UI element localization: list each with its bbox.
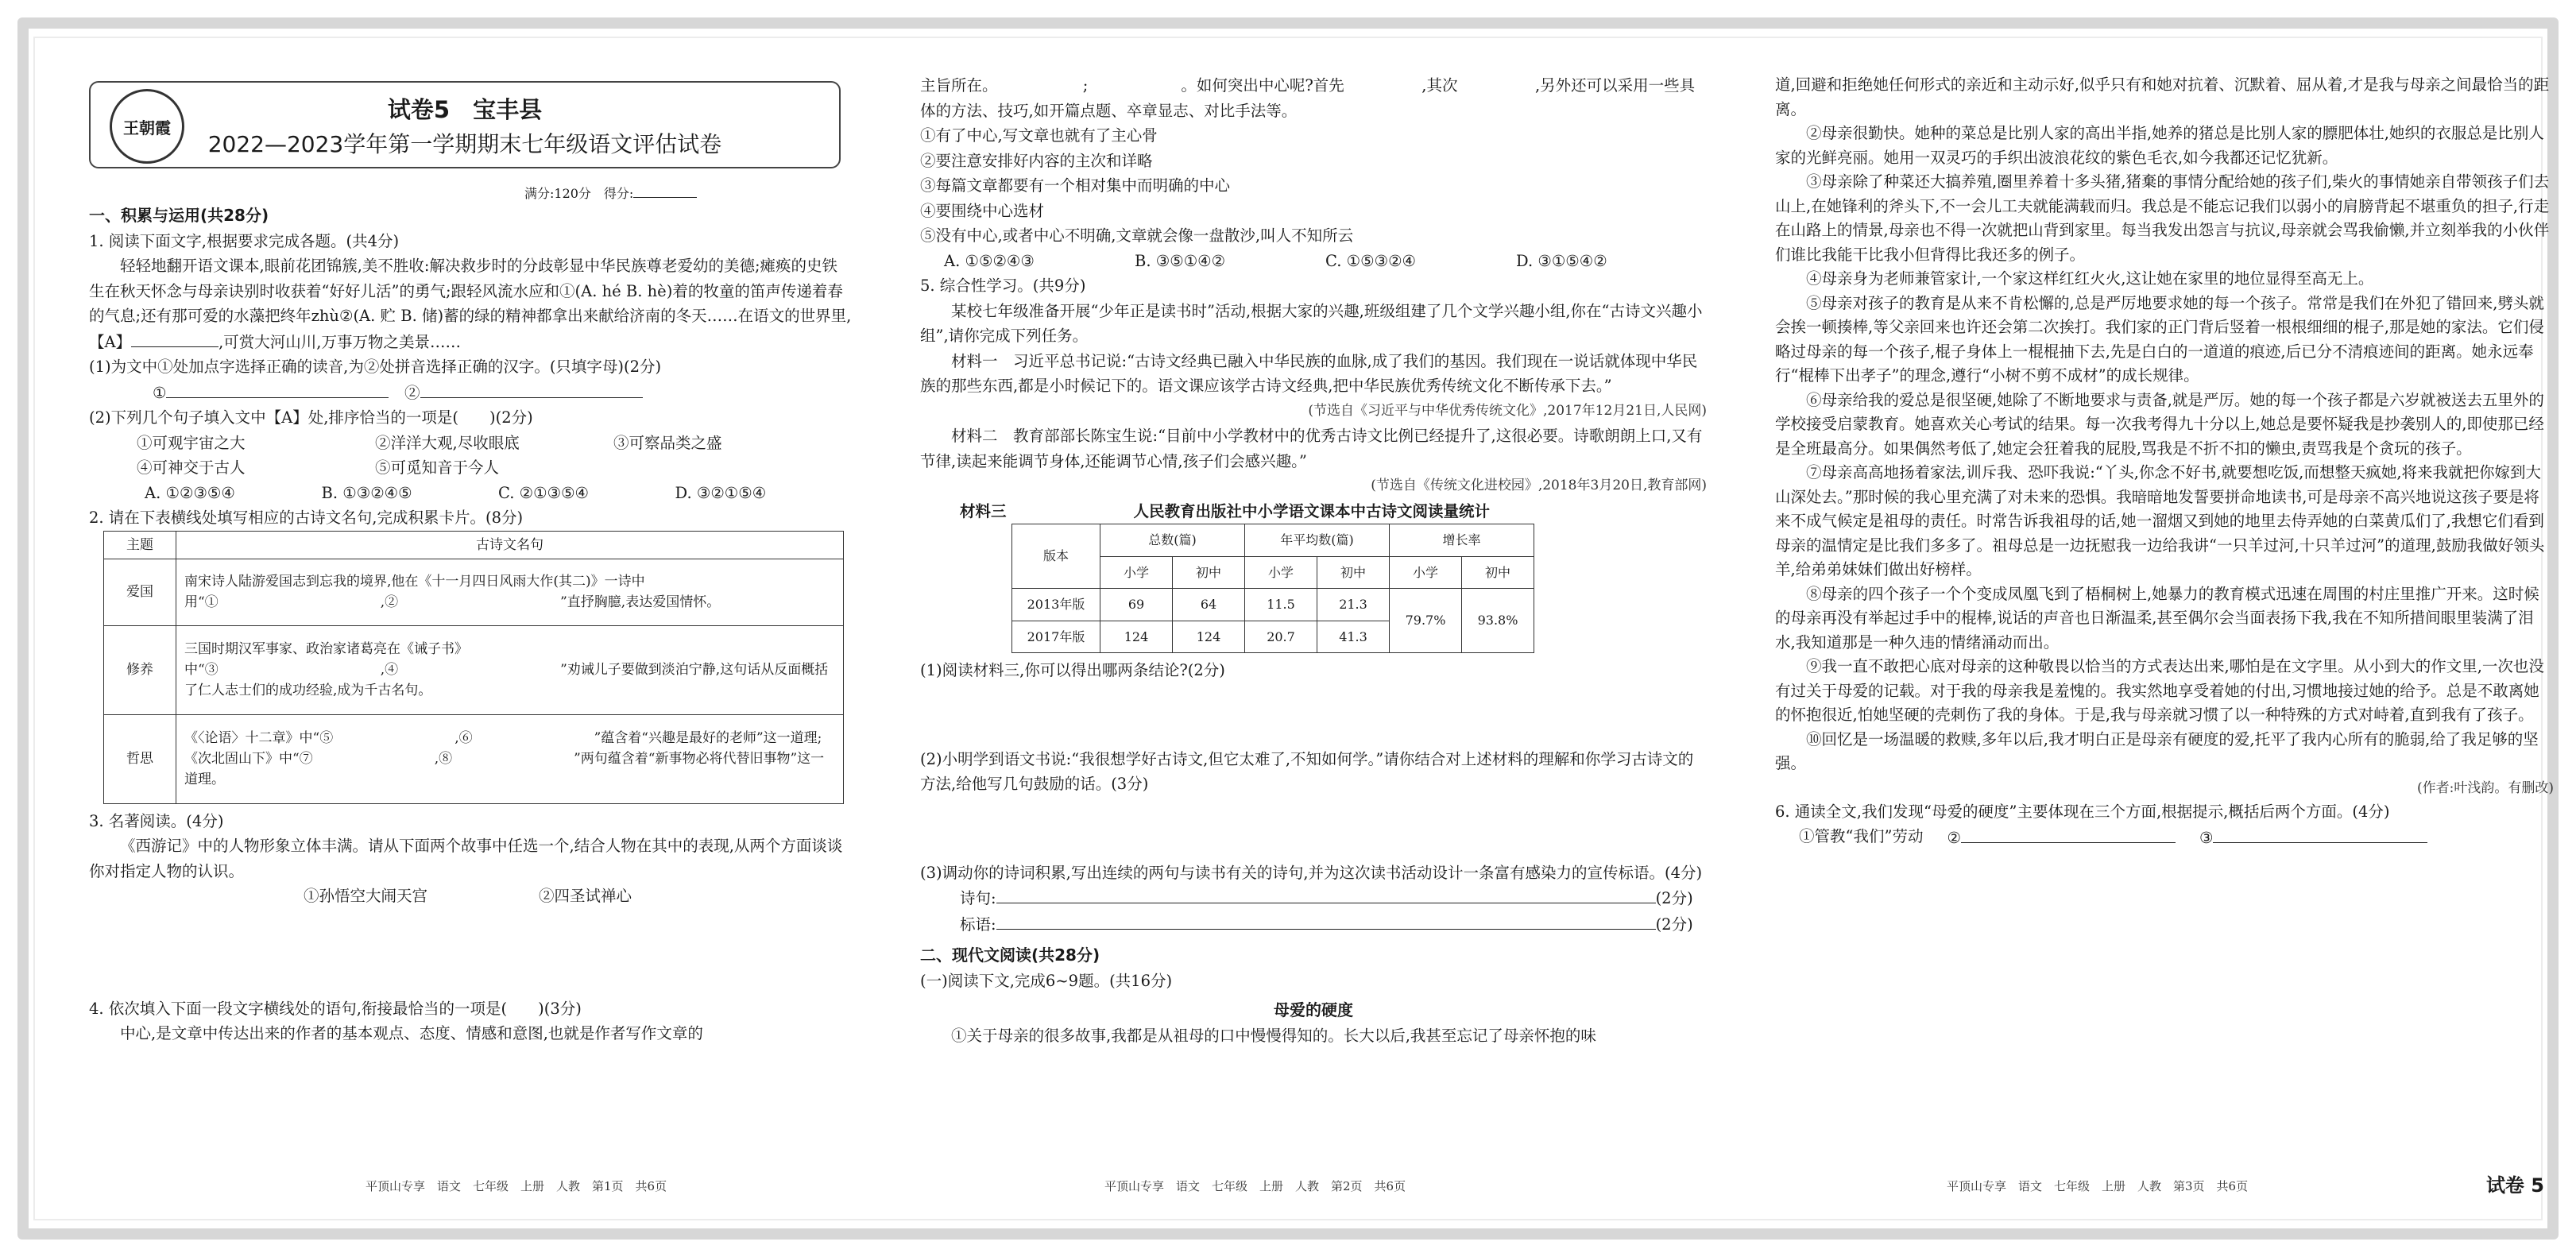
story-options: ①孙悟空大闹天宫 ②四圣试禅心 [304, 887, 632, 905]
question-1: 1. 阅读下面文字,根据要求完成各题。(共4分) [89, 231, 400, 250]
stat-table: 版本 总数(篇) 年平均数(篇) 增长率 小学 初中 小学 初中 小学 初中 2013年版 69 64 11.5 21.3 79.7% 93.8% 2017年版 124 124 20.7 41.3 [1011, 524, 1534, 653]
question-6: 6. 通读全文,我们发现“母爱的硬度”主要体现在三个方面,根据提示,概括后两个方面。(4分) [1775, 803, 2390, 821]
slogan-answer-line: 标语: (2分) [920, 911, 1707, 938]
question-4: 4. 依次填入下面一段文字横线处的语句,衔接最恰当的一项是( )(3分) [89, 999, 582, 1018]
page-footer: 平顶山专享 语文 七年级 上册 人教 第3页 共6页 [1947, 1179, 2249, 1193]
sub-question: (2)小明学到语文书说:“我很想学好古诗文,但它太难了,不知如何学。”请你结合对上述材料的理解和你学习古诗文的方法,给他写几句鼓励的话。(3分) [920, 749, 1694, 793]
question-3-text: 《西游记》中的人物形象立体丰满。请从下面两个故事中任选一个,结合人物在其中的表现,从两个方面谈谈你对指定人物的认识。 [89, 837, 843, 880]
author-note: (作者:叶浅韵。有删改) [2417, 779, 2554, 796]
exam-header [89, 81, 841, 168]
section-heading: 二、现代文阅读(共28分) [920, 946, 1100, 965]
sub-question: (1)为文中①处加点字选择正确的读音,为②处拼音选择正确的汉字。(只填字母)(2分) [89, 358, 662, 376]
page-1 [89, 203, 852, 1046]
question-5: 5. 综合性学习。(共9分) [920, 277, 1086, 295]
question-4-text: 中心,是文章中传达出来的作者的基本观点、态度、情感和意图,也就是作者写作文章的 [120, 1024, 703, 1042]
page-2: 主旨所在。 ; 。如何突出中心呢?首先 ,其次 ,另外还可以采用一些具体的方法、技巧,如开篇点题、卒章显志、对比手法等。 ①有了中心,写文章也就有了主心骨 ②要注意安排好内容的主次和详略 ③每篇文章都要有一个相对集中而明确的中心 ④要围绕中心选材 ⑤没有中心,或者中心不明确,文章就会像一盘散沙,叫人不知所云 A. ①⑤②④③ B. ③⑤①④② C. ①⑤③②④ D. ③①⑤④② 5. 综合性学习。(共9分) 某校七年级准备开展“少年正是读书时”活动,根据大家的兴趣,班级组建了几个文学兴趣小组,你在“古诗文兴趣小组”,请你完成下列任务。 材料一 习近平总书记说:“古诗文经典已融入中华民族的血脉,成了我们的基因。我们现在一说话就体现中华民族的那些东西,都是小时候记下的。语文课应该学古诗文经典,把中华民族优秀传统文化不断传承下去。” (节选自《习近平与中华优秀传统文化》,2017年12月21日,人民网) 材料二 教育部部长陈宝生说:“目前中小学教材中的优秀古诗文比例已经提升了,这很必要。诗歌朗朗上口,又有节律,读起来能调节身体,还能调节心情,孩子们会感兴趣。” (节选自《传统文化进校园》,2018年3月20日,教育部网) 材料三 人民教育出版社中小学语文课本中古诗文阅读量统计 版本 总数(篇) 年平均数(篇) 增长率 小学 初中 小学 初中 小学 初中 2013年版 69 64 11.5 21.3 79.7% 93.8% 2017年版 124 124 20.7 41.3 (1)阅读材料三,你可以得出哪两条结论?(2分) (2)小明学到语文书说:“我很想学好古诗文,但它太难了,不知如何学。”请你结合对上述材料的理解和你学习古诗文的方法,给他写几句鼓励的话。(3分) (3)调动你的诗词积累,写出连续的两句与读书有关的诗句,并为这次读书活动设计一条富有感染力的宣传标语。(4分) 诗句: (2分) 标语: (2分) 二、现代文阅读(共28分) (一)阅读下文,完成6~9题。(共16分) 母爱的硬度 ①关于母亲的很多故事,我都是从祖母的口中慢慢得知的。长大以后,我甚至忘记了母亲怀抱的味 [920, 73, 1707, 1048]
option-list: ①可观宇宙之大 ②洋洋大观,尽收眼底 ③可察品类之盛 ④可神交于古人 ⑤可觅知音于今人 [137, 433, 722, 477]
article-title: 母爱的硬度 [1274, 1000, 1353, 1019]
page-3: 道,回避和拒绝她任何形式的亲近和主动示好,似乎只有和她对抗着、沉默着、屈从着,才是我与母亲之间最恰当的距离。 ②母亲很勤快。她种的菜总是比别人家的高出半指,她养的猪总是比别人家的膘肥体壮,她织的衣服总是比别人家的光鲜亮丽。她用一双灵巧的手织出波浪花纹的紫色毛衣,如今我都还记忆犹新。 ③母亲除了种菜还大搞养殖,圈里养着十多头猪,猪棄的事情分配给她的孩子们,柴火的事情她亲自带领孩子们去山上,在她锋利的斧头下,不一会儿工夫就能满载而归。我总是不能忘记我们以弱小的肩膀背起不堪重负的担子,行走在山路上的情景,母亲也不得一次就把山背到家里。每当我发出怨言与抗议,母亲就会骂我偷懒,并立刻举我的小伙伴们谁比我能干比我小但背得比我还多的例子。 ④母亲身为老师兼管家计,一个家这样红红火火,这让她在家里的地位显得至高无上。 ⑤母亲对孩子的教育是从来不肯松懈的,总是严厉地要求她的每一个孩子。常常是我们在外犯了错回来,劈头就会挨一顿揍棒,等父亲回来也许还会第二次挨打。我们家的正门背后竖着一根根细细的棍子,那是她的家法。它们侵略过母亲的每一个孩子,棍子身体上一棍棍抽下去,先是白白的一道道的痕迹,后已分不清痕迹间的距离。她永远奉行“棍棒下出孝子”的理念,遵行“小树不剪不成材”的成长规律。 ⑥母亲给我的爱总是很坚硬,她除了不断地要求与责备,就是严厉。她的每一个孩子都是六岁就被送去五里外的学校接受启蒙教育。她喜欢关心考试的结果。每一次我考得九十分以上,她总是要怀疑我是抄袭别人的,即使那已经是全班最高分。如果偶然考低了,她定会狂着我的屁股,骂我是不折不扣的懒虫,责骂我是个贪玩的孩子。 ⑦母亲高高地扬着家法,训斥我、恐吓我说:“丫头,你念不好书,就要想吃饭,而想整天疯她,将来我就把你嫁到大山深处去。”那时候的我心里充满了对未来的恐惧。我暗暗地发誓要拼命地读书,可是母亲不高兴地说这孩子要是将来不成气候定是祖母的责任。时常告诉我祖母的话,她一溜烟又到她的地里去侍弄她的白菜黄瓜们了,我想它们看到母亲的温情定是比我们多多了。祖母总是一边抚慰我一边给我讲“一只羊过河,十只羊过河”的道理,鼓励我做好领头羊,给弟弟妹妹们做出好榜样。 ⑧母亲的四个孩子一个个变成凤凰飞到了梧桐树上,她暴力的教育模式迅速在周围的村庄里推广开来。这时候的母亲再没有举起过手中的棍棒,说话的声音也日渐温柔,甚至偶尔会当面表扬下我,我在不知所措间眼里装满了泪水,我知道那是一种久违的情绪涌动而出。 ⑨我一直不敢把心底对母亲的这种敬畏以恰当的方式表达出来,哪怕是在文字里。从小到大的作文里,一次也没有过关于母爱的记载。对于我的母亲我是羞愧的。我实然地享受着她的付出,习惯地接过她的给予。总是不敢离她的怀抱很近,怕她坚硬的壳刺伤了我的身体。于是,我与母亲就习惯了以一种特殊的方式对峙着,直到我有了孩子。 ⑩回忆是一场温暖的救赎,多年以后,我才明白正是母亲有硬度的爱,托平了我内心所有的脆弱,给了我足够的坚强。 (作者:叶浅韵。有删改) 6. 通读全文,我们发现“母爱的硬度”主要体现在三个方面,根据提示,概括后两个方面。(4分) ①管教“我们”劳动 ② ③ [1775, 73, 2554, 850]
exam-number: 试卷 5 [2485, 1174, 2544, 1197]
sub-question: (2)下列几个句子填入文中【A】处,排序恰当的一项是( )(2分) [89, 408, 533, 427]
page-footer: 平顶山专享 语文 七年级 上册 人教 第1页 共6页 [366, 1179, 667, 1193]
exam-title: 试卷5 宝丰县 [387, 96, 543, 123]
exam-subtitle: 2022—2023学年第一学期期末七年级语文评估试卷 [207, 131, 722, 157]
question-3: 3. 名著阅读。(4分) [89, 811, 224, 830]
passage: 轻轻地翻开语文课本,眼前花团锦簇,美不胜收:解决救步时的分歧彰显中华民族尊老爱幼的美德;瘫痪的史铁生在秋天怀念与母亲诀别时收获着“好好儿活”的勇气;跟轻风流水应和①(A. hé B. hè)着的牧童的笛声传递着春的气息;还有那可爱的水藻把终年zhù②(A. 贮 B. 储)蓄的绿的精神都拿出来献给济南的冬天……在语文的世界里,【A】 ,可赏大河山川,万事万物之美景…… [89, 257, 852, 351]
article-paragraph: ①关于母亲的很多故事,我都是从祖母的口中慢慢得知的。长大以后,我甚至忘记了母亲怀抱的味 [951, 1026, 1596, 1045]
sub-question: (3)调动你的诗词积累,写出连续的两句与读书有关的诗句,并为这次读书活动设计一条富有感染力的宣传标语。(4分) [920, 863, 1703, 882]
poem-answer-line: 诗句: (2分) [920, 885, 1707, 911]
answer-blanks: ① ② [89, 380, 852, 406]
article-paragraph: 道,回避和拒绝她任何形式的亲近和主动示好,似乎只有和她对抗着、沉默着、屈从着,才是我与母亲之间最恰当的距离。 [1775, 75, 2550, 118]
sub-question: (1)阅读材料三,你可以得出哪两条结论?(2分) [920, 661, 1225, 679]
material-3-heading: 材料三 人民教育出版社中小学语文课本中古诗文阅读量统计 [960, 501, 1491, 520]
poem-table: 主题 古诗文名句 爱国 南宋诗人陆游爱国志到忘我的境界,他在《十一月四日风雨大作(其二)》一诗中用“① ,② ”直抒胸臆,表达爱国情怀。 修养 三国时期汉军事家、政治家诸葛亮在《诫子书》中“③ ,④ ”劝诫儿子要做到淡泊宁静,这句话从反面概括了仁人志士们的成功经验,成为千古名句。 哲思 《〈论语〉十二章》中“⑤ ,⑥ ”蕴含着“兴趣是最好的老师”这一道理;《次北固山下》中“⑦ ,⑧ ”两句蕴含着“新事物必将代替旧事物”这一道理。 [103, 531, 844, 804]
question-2: 2. 请在下表横线处填写相应的古诗文名句,完成积累卡片。(8分) [89, 509, 524, 527]
question-6-answers: ①管教“我们”劳动 ② ③ [1775, 825, 2554, 851]
choice-list: A. ①⑤②④③ B. ③⑤①④② C. ①⑤③②④ D. ③①⑤④② [944, 251, 1607, 270]
section-heading: 一、积累与运用(共28分) [89, 206, 269, 225]
material-1: 材料一 习近平总书记说:“古诗文经典已融入中华民族的血脉,成了我们的基因。我们现在一说话就体现中华民族的那些东西,都是小时候记下的。语文课应该学古诗文经典,把中华民族优秀传统文化不断传承下去。” [920, 351, 1698, 395]
logo-text: 王朝霞 [123, 118, 171, 137]
choice-list: A. ①②③⑤④ B. ①③②④⑤ C. ②①③⑤④ D. ③②①⑤④ [145, 483, 767, 502]
question-4-continued: 主旨所在。 ; 。如何突出中心呢?首先 ,其次 ,另外还可以采用一些具体的方法、技巧,如开篇点题、卒章显志、对比手法等。 [920, 76, 1696, 120]
score-line: 满分:120分 得分: [524, 180, 697, 202]
page-footer: 平顶山专享 语文 七年级 上册 人教 第2页 共6页 [1104, 1179, 1406, 1193]
material-2: 材料二 教育部部长陈宝生说:“目前中小学教材中的优秀古诗文比例已经提升了,这很必要。诗歌朗朗上口,又有节律,读起来能调节身体,还能调节心情,孩子们会感兴趣。” [920, 427, 1703, 470]
